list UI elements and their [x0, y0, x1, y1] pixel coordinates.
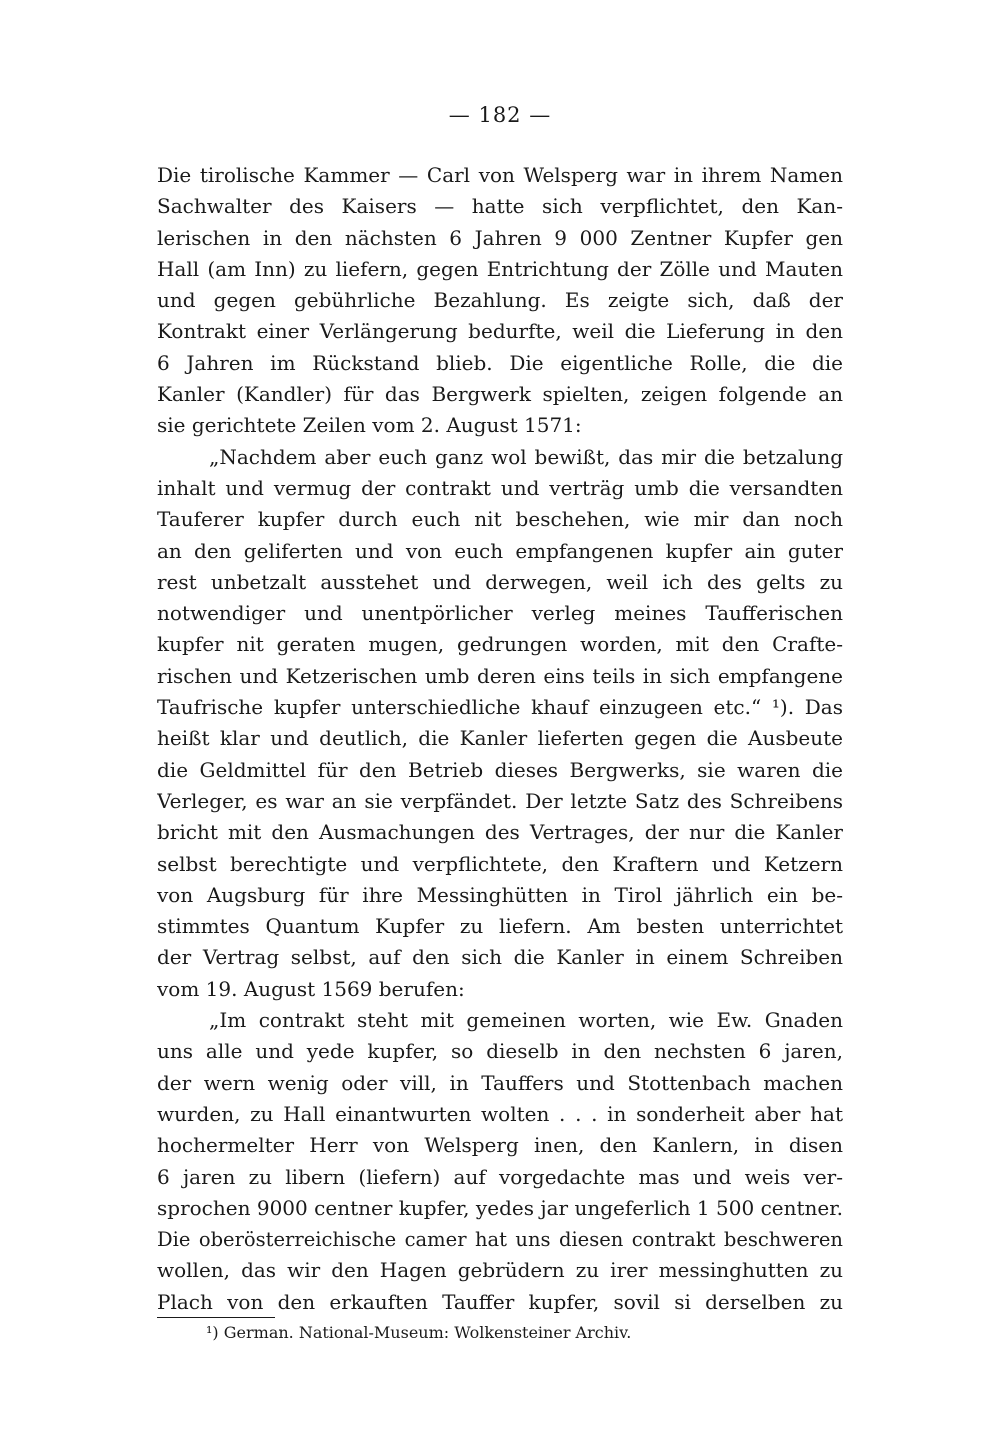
quote-line: uns alle und yede kupfer, so dieselb in den nechsten 6 jaren,	[157, 1039, 843, 1064]
text-line: bricht mit den Ausmachungen des Vertrages, der nur die Kanler	[157, 820, 843, 845]
quote-line: „Nachdem aber euch ganz wol bewißt, das mir die betzalung	[209, 444, 843, 469]
text-line: die Geldmittel für den Betrieb dieses Bergwerks, sie waren die	[157, 757, 843, 782]
text-line: Verleger, es war an sie verpfändet. Der letzte Satz des Schreibens	[157, 788, 843, 813]
footnote	[206, 1322, 631, 1344]
footnote-text: German. National-Museum: Wolkensteiner Archiv.	[223, 1323, 632, 1342]
quote-line: Plach von den erkauften Tauffer kupfer, sovil si derselben zu	[157, 1289, 843, 1314]
text-line: Hall (am Inn) zu liefern, gegen Entrichtung der Zölle und Mauten	[157, 256, 843, 281]
text-line: und gegen gebührliche Bezahlung. Es zeigte sich, daß der	[157, 288, 843, 313]
text-line: Kontrakt einer Verlängerung bedurfte, weil die Lieferung in den	[157, 319, 843, 344]
text-line: heißt klar und deutlich, die Kanler lieferten gegen die Ausbeute	[157, 726, 843, 751]
quote-line: rest unbetzalt ausstehet und derwegen, weil ich des gelts zu	[157, 569, 843, 594]
page-number: — 182 —	[448, 103, 552, 127]
text-line: Kanler (Kandler) für das Bergwerk spielten, zeigen folgende an	[157, 382, 843, 407]
quote-line: 6 jaren zu libern (liefern) auf vorgedachte mas und weis ver-	[157, 1164, 843, 1189]
quote-line: inhalt und vermug der contrakt und verträg umb die versandten	[157, 475, 843, 500]
quote-line: Tauferer kupfer durch euch nit beschehen, wie mir dan noch	[157, 507, 843, 532]
quote-line: der wern wenig oder vill, in Tauffers und Stottenbach machen	[157, 1070, 843, 1095]
footnote-marker: ¹)	[206, 1323, 219, 1342]
text-line: lerischen in den nächsten 6 Jahren 9 000 Zentner Kupfer gen	[157, 225, 843, 250]
body-text	[157, 160, 843, 1318]
quote-line: Die oberösterreichische camer hat uns diesen contrakt beschweren	[157, 1228, 843, 1252]
quote-line: kupfer nit geraten mugen, gedrungen worden, mit den Crafte-	[157, 632, 843, 657]
quote-line: hochermelter Herr von Welsperg inen, den Kanlern, in disen	[157, 1133, 843, 1158]
quote-line: notwendiger und unentpörlicher verleg meines Taufferischen	[157, 601, 843, 626]
quote-line: wurden, zu Hall einantwurten wolten . . . in sonderheit aber hat	[157, 1101, 843, 1126]
text-line: selbst berechtigte und verpflichtete, den Kraftern und Ketzern	[157, 851, 843, 876]
text-line: 6 Jahren im Rückstand blieb. Die eigentliche Rolle, die die	[157, 350, 843, 375]
text-line: der Vertrag selbst, auf den sich die Kanler in einem Schreiben	[157, 945, 843, 970]
text-line: von Augsburg für ihre Messinghütten in Tirol jährlich ein be-	[157, 882, 843, 907]
quote-line: sprochen 9000 centner kupfer, yedes jar ungeferlich 1 500 centner.	[157, 1195, 843, 1220]
text-line: Sachwalter des Kaisers — hatte sich verpflichtet, den Kan-	[157, 194, 843, 219]
quote-line: „Im contrakt steht mit gemeinen worten, wie Ew. Gnaden	[209, 1008, 843, 1033]
text-line: Die tirolische Kammer — Carl von Welsperg war in ihrem Namen	[157, 163, 843, 187]
quote-line: an den geliferten und von euch empfangenen kupfer ain guter	[157, 538, 843, 563]
quote-line: wollen, das wir den Hagen gebrüdern zu irer messinghutten zu	[157, 1258, 843, 1283]
quote-line: rischen und Ketzerischen umb deren eins teils in sich empfangene	[157, 663, 843, 688]
footnote-divider	[157, 1317, 275, 1318]
quote-line: Taufrische kupfer unterschiedliche khauf einzugeen etc.“ ¹). Das	[157, 695, 843, 720]
text-line: vom 19. August 1569 berufen:	[157, 976, 465, 1001]
text-line: sie gerichtete Zeilen vom 2. August 1571:	[157, 413, 582, 438]
text-line: stimmtes Quantum Kupfer zu liefern. Am besten unterrichtet	[157, 914, 843, 939]
